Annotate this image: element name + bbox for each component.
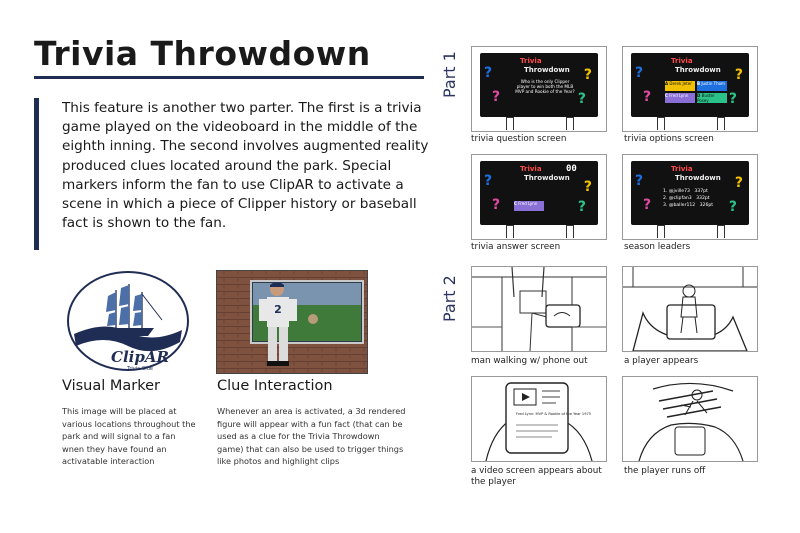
leader-row: 3. @baller112 326pt [663,203,714,208]
board-title-2: Throwdown [524,66,570,74]
board-title-1: Trivia [520,57,542,65]
frame-season-leaders [622,154,758,240]
question-mark-icon: ? [577,91,586,107]
caption-answer-screen: trivia answer screen [471,242,561,252]
clue-interaction-heading: Clue Interaction [217,378,333,394]
question-mark-icon: ? [635,173,644,189]
question-mark-icon: ? [492,197,501,213]
visual-marker-text: This image will be placed at various locations throughout the park and will signal to a fan wnen they have found an activatable interaction [62,406,196,467]
question-mark-icon: ? [643,89,652,105]
leader-row: 2. @clipfan3 332pt [663,196,710,201]
option-d: D Buster Posey [697,93,727,103]
board-title-2: Throwdown [675,66,721,74]
question-mark-icon: ? [734,175,743,191]
caption-options-screen: trivia options screen [624,134,714,144]
question-mark-icon: ? [635,65,644,81]
cliper-visual-marker-logo [66,270,190,372]
videoboard-leaders [631,161,749,225]
leaders-list [663,188,713,209]
visual-marker-heading: Visual Marker [62,378,161,394]
intro-paragraph: This feature is another two parter. The first is a trivia game played on the videoboard in the middle of the eighth inning. The second involves augmented reality produced clues located around the park. Special markers inform the fan to use ClipAR to activate a scene in which a piece of Clipper history or baseball fact is shown to the fan. [62,100,429,232]
caption-season-leaders: season leaders [624,242,691,252]
question-mark-icon: ? [577,199,586,215]
answer-timer: 00 [566,164,577,174]
question-mark-icon: ? [484,173,493,189]
sketch-player-runs-off [622,376,758,462]
sketch-player-appears [622,266,758,352]
videoboard-options [631,53,749,117]
answer-option: C Fred Lynn [514,201,544,211]
question-mark-icon: ? [643,197,652,213]
logo-brand: ClipAR [111,348,169,366]
question-mark-icon: ? [728,199,737,215]
caption-player-appears: a player appears [624,356,699,366]
board-title-1: Trivia [671,57,693,65]
question-mark-icon: ? [734,67,743,83]
clue-interaction-text: Whenever an area is activated, a 3d rendered figure will appear with a fun fact (that can be used as a clue for the Trivia Throwdown game) that can also be used to trigger things like photos and highlight clips [217,406,406,467]
caption-player-runs-off: the player runs off [624,466,706,476]
page-title: Trivia Throwdown [34,34,371,73]
title-underline [34,76,424,79]
frame-question-screen [471,46,607,132]
option-c: C Fred Lynn [665,93,695,103]
clue-interaction-image [216,270,368,374]
jersey-number: 2 [274,303,282,316]
board-title-2: Throwdown [524,174,570,182]
board-title-1: Trivia [671,165,693,173]
question-mark-icon: ? [492,89,501,105]
part-1-label: Part 1 [440,51,459,98]
leader-row: 1. @jville73 337pt [663,189,708,194]
board-title-2: Throwdown [675,174,721,182]
caption-question-screen: trivia question screen [471,134,567,144]
question-mark-icon: ? [583,67,592,83]
phone-screen-text: Fred Lynn: MVP & Rookie of the Year 1975 [516,412,592,416]
caption-man-walking: man walking w/ phone out [471,356,588,366]
question-mark-icon: ? [728,91,737,107]
videoboard-answer [480,161,598,225]
videoboard-question [480,53,598,117]
phone-icon [546,305,580,327]
part-2-label: Part 2 [440,275,459,322]
logo-sub: Trivia Clue [127,366,153,372]
sketch-man-walking [471,266,607,352]
frame-options-screen [622,46,758,132]
frame-answer-screen [471,154,607,240]
sketch-video-screen [471,376,607,462]
question-mark-icon: ? [583,179,592,195]
board-title-1: Trivia [520,165,542,173]
caption-video-screen: a video screen appears about the player [471,466,602,487]
board-question-text: Who is the only Clipper player to win both the MLB MVP and Rookie of the Year? [515,79,575,94]
question-mark-icon: ? [484,65,493,81]
intro-accent-bar [34,98,39,250]
option-a: A Derek Jeter [665,81,695,91]
option-b: B Justin Thom [697,81,727,91]
